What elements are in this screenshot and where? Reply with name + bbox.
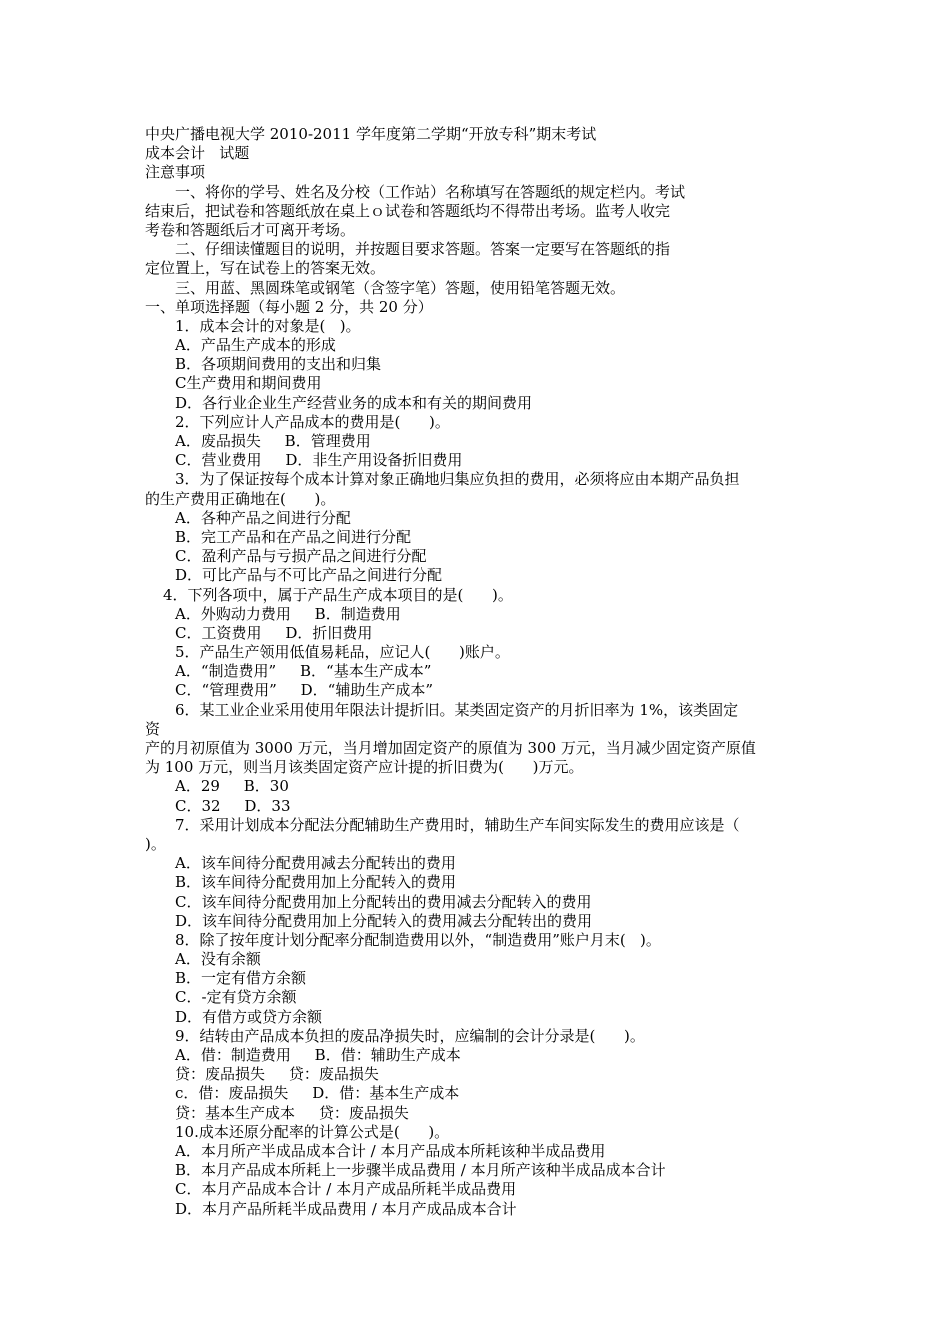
exam-title: 中央广播电视大学 2010-2011 学年度第二学期“开放专科”期末考试 bbox=[145, 125, 597, 143]
question-stem: 3．为了保证按每个成本计算对象正确地归集应负担的费用，必须将应由本期产品负担 bbox=[175, 470, 740, 489]
option: C．营业费用 D．非生产用设备折旧费用 bbox=[175, 451, 463, 470]
option: D．本月产品所耗半成品费用 / 本月产成品成本合计 bbox=[175, 1199, 517, 1218]
question-stem: 4．下列各项中，属于产品生产成本项目的是( )。 bbox=[163, 585, 513, 604]
question-stem: 2．下列应计人产品成本的费用是( )。 bbox=[175, 412, 450, 431]
option: D．可比产品与不可比产品之间进行分配 bbox=[175, 566, 443, 585]
option: C．32 D．33 bbox=[175, 796, 291, 815]
notice-line: 考卷和答题纸后才可离开考场。 bbox=[145, 220, 356, 239]
option: A．“制造费用” B．“基本生产成本” bbox=[175, 662, 432, 681]
question-stem-cont: 资 bbox=[145, 719, 161, 738]
option: C．该车间待分配费用加上分配转出的费用减去分配转入的费用 bbox=[175, 892, 592, 911]
question-stem: 10.成本还原分配率的计算公式是( )。 bbox=[175, 1122, 450, 1141]
question-stem-cont: 为 100 万元，则当月该类固定资产应计提的折旧费为( )万元。 bbox=[145, 758, 584, 777]
option: D．各行业企业生产经营业务的成本和有关的期间费用 bbox=[175, 393, 533, 412]
question-stem-cont: 的生产费用正确地在( )。 bbox=[145, 489, 336, 508]
option: B．一定有借方余额 bbox=[175, 969, 307, 988]
question-stem: 6．某工业企业采用使用年限法计提折旧。某类固定资产的月折旧率为 1%，该类固定 bbox=[175, 700, 739, 719]
question-stem: 7．采用计划成本分配法分配辅助生产费用时，辅助生产车间实际发生的费用应该是（ bbox=[175, 815, 740, 834]
option: B．完工产品和在产品之间进行分配 bbox=[175, 527, 412, 546]
option: B．各项期间费用的支出和归集 bbox=[175, 355, 382, 374]
question-stem-cont: )。 bbox=[145, 834, 166, 853]
question-stem: 8．除了按年度计划分配率分配制造费用以外，“制造费用”账户月末( )。 bbox=[175, 930, 661, 949]
option: C．盈利产品与亏损产品之间进行分配 bbox=[175, 547, 427, 566]
question-stem: 9．结转由产品成本负担的废品净损失时，应编制的会计分录是( )。 bbox=[175, 1026, 645, 1045]
notice-line: 定位置上，写在试卷上的答案无效。 bbox=[145, 259, 386, 278]
option: A．废品损失 B．管理费用 bbox=[175, 432, 371, 450]
option: A．该车间待分配费用减去分配转出的费用 bbox=[175, 854, 456, 873]
question-stem-cont: 产的月初原值为 3000 万元，当月增加固定资产的原值为 300 万元，当月减少固定资产原值 bbox=[145, 739, 756, 757]
option: D．有借方或贷方余额 bbox=[175, 1007, 323, 1026]
notice-line: 一、将你的学号、姓名及分校（工作站）名称填写在答题纸的规定栏内。考试 bbox=[175, 182, 686, 201]
option: A．外购动力费用 B．制造费用 bbox=[175, 604, 401, 623]
option: A．29 B．30 bbox=[175, 777, 289, 796]
option: A．本月所产半成品成本合计 / 本月产品成本所耗该种半成品费用 bbox=[175, 1141, 606, 1160]
section-heading: 一、单项选择题（每小题 2 分，共 20 分） bbox=[145, 297, 433, 316]
option: A．没有余额 bbox=[175, 950, 261, 969]
notice-heading: 注意事项 bbox=[145, 163, 206, 182]
option: B．该车间待分配费用加上分配转入的费用 bbox=[175, 873, 457, 892]
question-stem: 1．成本会计的对象是( )。 bbox=[175, 316, 361, 335]
notice-line: 三、用蓝、黑圆珠笔或钢笔（含签字笔）答题，使用铅笔答题无效。 bbox=[175, 278, 626, 297]
option: 贷：基本生产成本 贷：废品损失 bbox=[175, 1103, 409, 1122]
notice-line: 结束后，把试卷和答题纸放在桌上ｏ试卷和答题纸均不得带出考场。监考人收完 bbox=[145, 201, 671, 220]
course-title: 成本会计 试题 bbox=[145, 144, 250, 163]
option: A．借：制造费用 B．借：辅助生产成本 bbox=[175, 1046, 461, 1064]
option: C．本月产品成本合计 / 本月产成品所耗半成品费用 bbox=[175, 1180, 517, 1199]
exam-document bbox=[145, 125, 813, 1219]
option: C．“管理费用” D．“辅助生产成本” bbox=[175, 681, 434, 700]
option: C生产费用和期间费用 bbox=[175, 374, 322, 393]
question-stem: 5．产品生产领用低值易耗品，应记人( )账户。 bbox=[175, 643, 510, 662]
option: A．各种产品之间进行分配 bbox=[175, 508, 351, 527]
option: C．-定有贷方余额 bbox=[175, 988, 297, 1007]
notice-line: 二、仔细读懂题目的说明，并按题目要求答题。答案一定要写在答题纸的指 bbox=[175, 240, 671, 259]
option: C．工资费用 D．折旧费用 bbox=[175, 623, 373, 642]
option: B．本月产品成本所耗上一步骤半成品费用 / 本月所产该种半成品成本合计 bbox=[175, 1161, 666, 1180]
option: c．借：废品损失 D．借：基本生产成本 bbox=[175, 1084, 460, 1103]
option: 贷：废品损失 贷：废品损失 bbox=[175, 1065, 379, 1084]
option: A．产品生产成本的形成 bbox=[175, 336, 336, 355]
option: D．该车间待分配费用加上分配转入的费用减去分配转出的费用 bbox=[175, 911, 593, 930]
